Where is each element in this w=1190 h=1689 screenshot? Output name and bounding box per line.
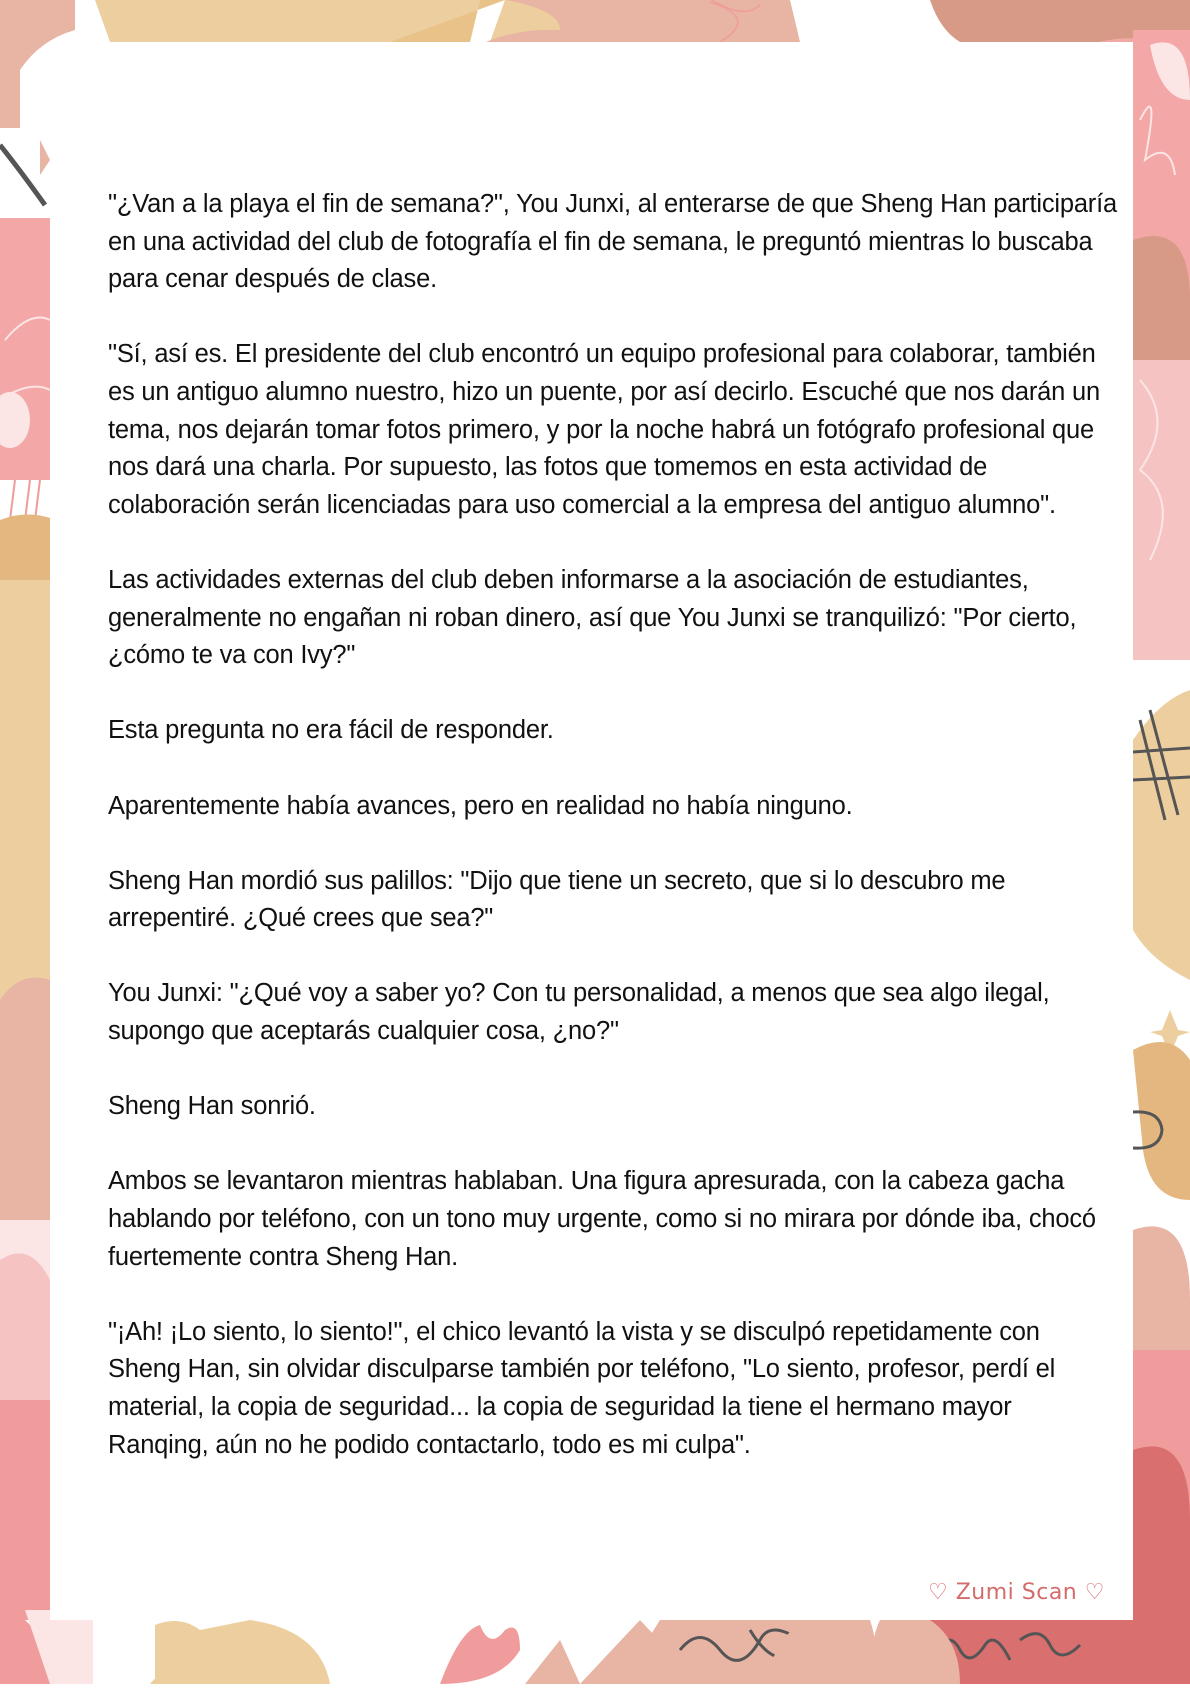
- paragraph-10: "¡Ah! ¡Lo siento, lo siento!", el chico levantó la vista y se disculpó repetidamente con Sheng Han, sin olvidar disculparse también por teléfono, "Lo siento, profesor, perdí el material, la copia de seguridad... la copia de seguridad la tiene el hermano mayor Ranqing, aún no he podido contactarlo, todo es mi culpa".: [108, 1317, 1056, 1459]
- paragraph-7: You Junxi: "¿Qué voy a saber yo? Con tu personalidad, a menos que sea algo ilegal, supongo que aceptarás cualquier cosa, ¿no?": [108, 979, 1050, 1046]
- paragraph-4: Esta pregunta no era fácil de responder.: [108, 716, 554, 745]
- paragraph-1: "¿Van a la playa el fin de semana?", You Junxi, al enterarse de que Sheng Han participaría en una actividad del club de fotografía el fin de semana, le preguntó mientras lo buscaba para cenar después de clase.: [108, 190, 1117, 294]
- scanlator-signature: ♡ Zumi Scan ♡: [928, 1580, 1105, 1605]
- page-sheet: [50, 42, 1133, 1620]
- paragraph-5: Aparentemente había avances, pero en realidad no había ninguno.: [108, 791, 853, 820]
- paragraph-3: Las actividades externas del club deben informarse a la asociación de estudiantes, generalmente no engañan ni roban dinero, así que You Junxi se tranquilizó: "Por cierto, ¿cómo te va con Ivy?": [108, 565, 1077, 670]
- document-body: [108, 186, 1118, 1502]
- paragraph-9: Ambos se levantaron mientras hablaban. Una figura apresurada, con la cabeza gacha hablando por teléfono, con un tono muy urgente, como si no mirara por dónde iba, chocó fuertemente contra Sheng Han.: [108, 1167, 1096, 1271]
- paragraph-8: Sheng Han sonrió.: [108, 1092, 316, 1121]
- paragraph-2: "Sí, así es. El presidente del club encontró un equipo profesional para colaborar, también es un antiguo alumno nuestro, hizo un puente, por así decirlo. Escuché que nos darán un tema, nos dejarán tomar fotos primero, y por la noche habrá un fotógrafo profesional que nos dará una charla. Por supuesto, las fotos que tomemos en esta actividad de colaboración serán licenciadas para uso comercial a la empresa del antiguo alumno".: [108, 340, 1100, 519]
- paragraph-6: Sheng Han mordió sus palillos: "Dijo que tiene un secreto, que si lo descubro me arrepentiré. ¿Qué crees que sea?": [108, 866, 1006, 933]
